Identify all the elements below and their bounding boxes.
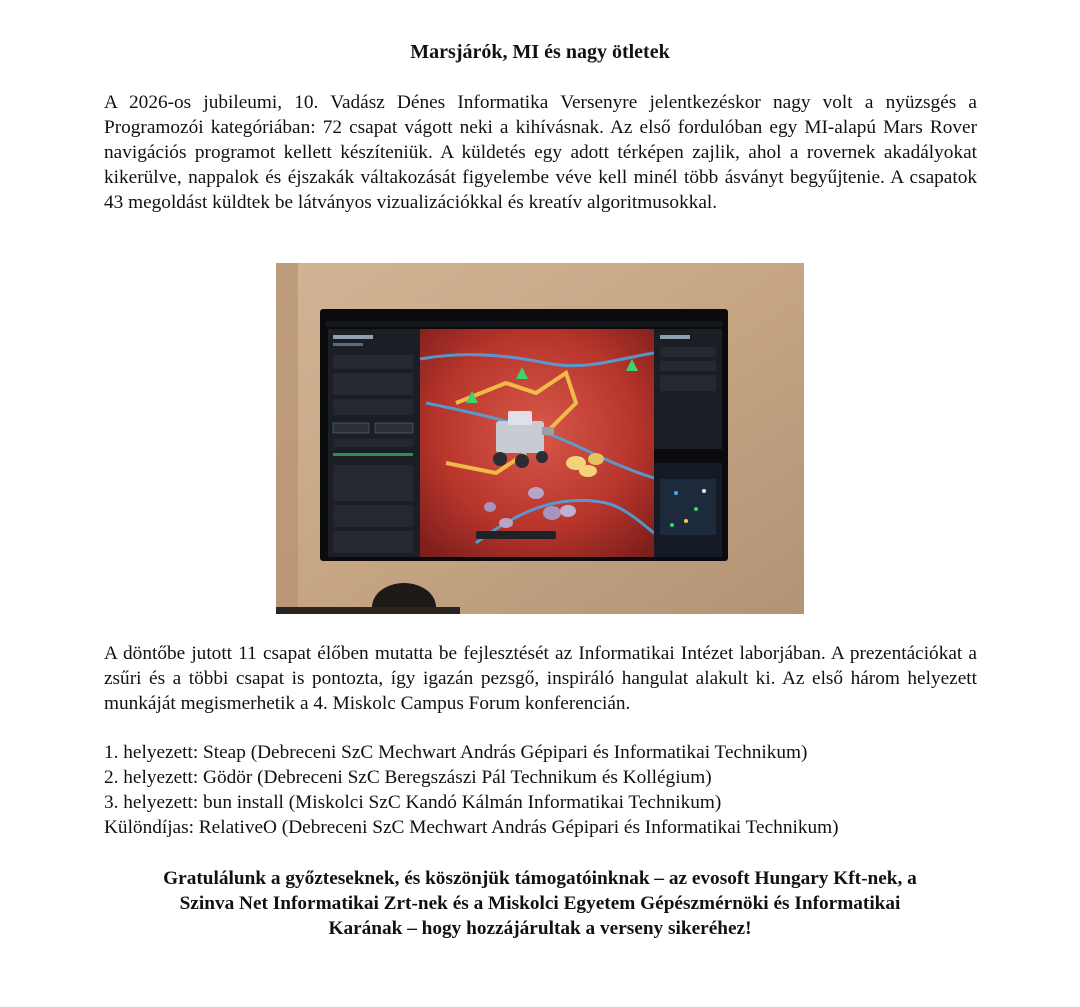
closing-line-1: Gratulálunk a győzteseknek, és köszönjük támogatóinknak – az evosoft Hungary Kft-nek, a (163, 868, 917, 889)
closing-statement (100, 866, 980, 941)
document-title: Marsjárók, MI és nagy ötletek (410, 41, 670, 63)
result-item-1: 1. helyezett: Steap (Debreceni SzC Mechwart András Gépipari és Informatikai Technikum) (104, 742, 808, 763)
result-item-2: 2. helyezett: Gödör (Debreceni SzC Beregszászi Pál Technikum és Kollégium) (104, 767, 712, 788)
closing-line-2: Szinva Net Informatikai Zrt-nek és a Miskolci Egyetem Gépészmérnöki és Informatikai (179, 893, 901, 914)
competition-photo (276, 263, 804, 614)
results-list (104, 740, 1004, 840)
intro-paragraph: A 2026-os jubileumi, 10. Vadász Dénes Informatika Versenyre jelentkezéskor nagy volt a nyüzsgés a Programozói kategóriában: 72 csapat vágott neki a kihívásnak. Az első fordulóban egy MI-alapú Mars Rover navigációs programot kellett készíteniük. A küldetés egy adott térképen zajlik, ahol a rovernek akadályokat kikerülve, nappalok és éjszakák váltakozását figyelembe véve kell minél több ásványt begyűjtenie. A csapatok 43 megoldást küldtek be látványos vizualizációkkal és kreatív algoritmusokkal. (104, 92, 977, 213)
result-item-special: Különdíjas: RelativeO (Debreceni SzC Mechwart András Gépipari és Informatikai Technikum) (104, 817, 839, 838)
final-paragraph: A döntőbe jutott 11 csapat élőben mutatta be fejlesztését az Informatikai Intézet laborjában. A prezentációkat a zsűri és a többi csapat is pontozta, így igazán pezsgő, inspiráló hangulat alakult ki. Az első három helyezett munkáját megismerhetik a 4. Miskolc Campus Forum konferencián. (104, 643, 977, 714)
closing-line-3: Karának – hogy hozzájárultak a verseny sikeréhez! (328, 918, 752, 939)
result-item-3: 3. helyezett: bun install (Miskolci SzC Kandó Kálmán Informatikai Technikum) (104, 792, 722, 813)
